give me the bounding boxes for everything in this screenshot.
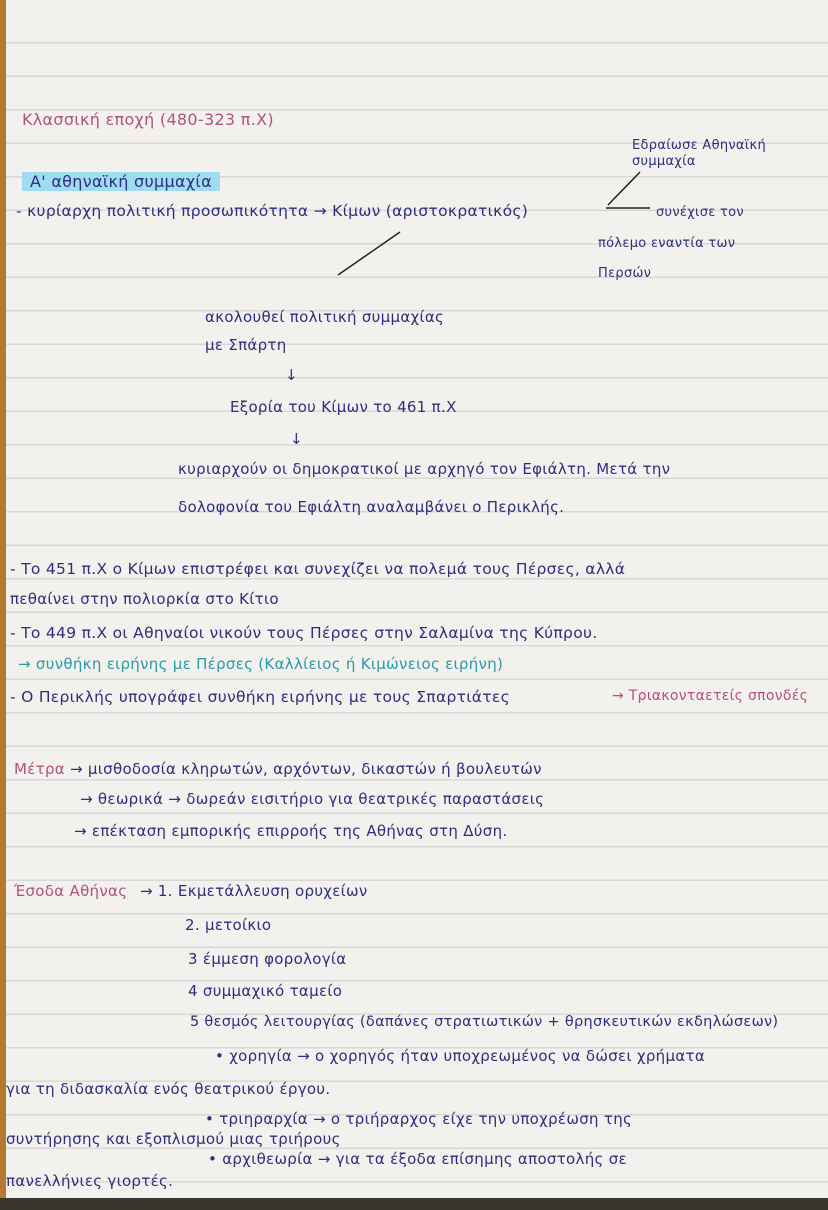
revenue-detail-3: • τριηραρχία → ο τριήραρχος είχε την υποχρέωση της (205, 1110, 633, 1128)
branch-right-3: Περσών (598, 266, 652, 281)
event-line-2: πεθαίνει στην πολιορκία στο Κίτιο (10, 590, 279, 608)
event-line-6: → Τριακονταετείς σπονδές (612, 688, 809, 704)
measures-item-3: → επέκταση εμπορικής επιρροής της Αθήνας στη Δύση. (74, 822, 508, 840)
section-heading: Α' αθηναϊκή συμμαχία (22, 172, 220, 191)
revenue-detail-5: • αρχιθεωρία → για τα έξοδα επίσημης αποστολής σε (208, 1150, 627, 1168)
revenue-detail-4: συντήρησης και εξοπλισμού μιας τριήρους (6, 1130, 341, 1148)
connector-top (608, 172, 640, 205)
branch-top-1: Εδραίωσε Αθηναϊκή (632, 138, 766, 153)
page-title: Κλασσική εποχή (480-323 π.Χ) (22, 110, 274, 129)
event-line-3: - Το 449 π.Χ οι Αθηναίοι νικούν τους Πέρσες στην Σαλαμίνα της Κύπρου. (10, 624, 598, 642)
down-arrow-icon: ↓ (290, 430, 303, 448)
branch-right-1: συνέχισε τον (656, 205, 744, 220)
branch-down-1: ακολουθεί πολιτική συμμαχίας (205, 308, 445, 326)
branch-top-2: συμμαχία (632, 154, 696, 169)
democrats-line-2: δολοφονία του Εφιάλτη αναλαμβάνει ο Περικλής. (178, 498, 565, 516)
revenue-label: Έσοδα Αθήνας (14, 882, 128, 900)
revenue-detail-1: • χορηγία → ο χορηγός ήταν υποχρεωμένος να δώσει χρήματα (215, 1047, 706, 1065)
revenue-item-1: → 1. Εκμετάλλευση ορυχείων (140, 882, 368, 900)
revenue-detail-2: για τη διδασκαλία ενός θεατρικού έργου. (6, 1080, 331, 1098)
revenue-item-5: 5 θεσμός λειτουργίας (δαπάνες στρατιωτικών + θρησκευτικών εκδηλώσεων) (190, 1014, 779, 1030)
democrats-line-1: κυριαρχούν οι δημοκρατικοί με αρχηγό τον Εφιάλτη. Μετά την (178, 460, 671, 478)
down-arrow-icon: ↓ (285, 366, 298, 384)
event-line-1: - Το 451 π.Χ ο Κίμων επιστρέφει και συνεχίζει να πολεμά τους Πέρσες, αλλά (10, 560, 626, 578)
section-heading-row (22, 172, 220, 191)
main-line: - κυρίαρχη πολιτική προσωπικότητα → Κίμων (αριστοκρατικός) (16, 202, 529, 220)
event-line-4: → συνθήκη ειρήνης με Πέρσες (Καλλίειος ή Κιμώνειος ειρήνη) (18, 655, 504, 673)
revenue-item-4: 4 συμμαχικό ταμείο (188, 982, 343, 1000)
event-line-5: - Ο Περικλής υπογράφει συνθήκη ειρήνης με τους Σπαρτιάτες (10, 688, 510, 706)
revenue-detail-6: πανελλήνιες γιορτές. (6, 1172, 174, 1190)
revenue-item-3: 3 έμμεση φορολογία (188, 950, 347, 968)
measures-item-2: → θεωρικά → δωρεάν εισιτήριο για θεατρικές παραστάσεις (80, 790, 545, 808)
branch-right-2: πόλεμο εναντία των (598, 236, 736, 251)
measures-label: Μέτρα (14, 760, 65, 778)
connector-down (338, 232, 400, 275)
measures-item-1: → μισθοδοσία κληρωτών, αρχόντων, δικαστών ή βουλευτών (70, 760, 542, 778)
revenue-item-2: 2. μετοίκιο (185, 916, 272, 934)
exile-line: Εξορία του Κίμων το 461 π.Χ (230, 398, 457, 416)
branch-down-2: με Σπάρτη (205, 336, 287, 354)
